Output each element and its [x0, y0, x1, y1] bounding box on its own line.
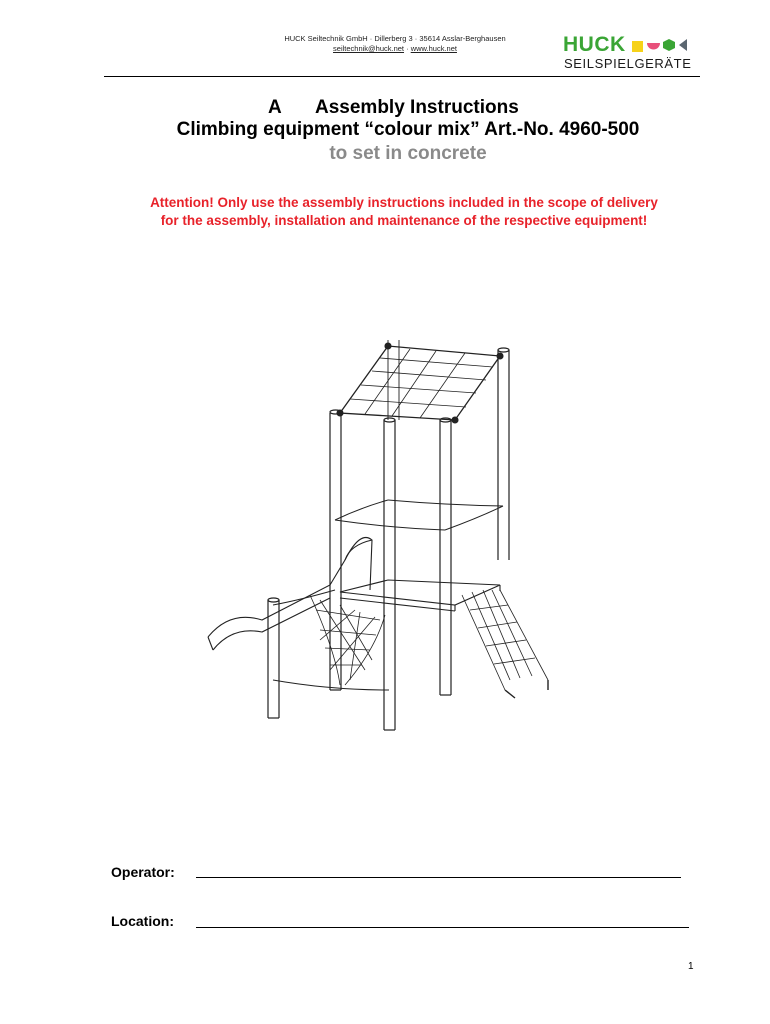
square-icon: [632, 41, 643, 52]
front-net: [310, 595, 385, 685]
slide: [208, 538, 372, 651]
logo-brand: HUCK: [563, 33, 626, 56]
page-title: Assembly Instructions: [315, 97, 519, 118]
hexagon-icon: [663, 39, 675, 51]
huck-logo: [563, 34, 703, 74]
operator-label: Operator:: [111, 864, 175, 880]
ladder-net: [462, 590, 548, 698]
header-divider: [104, 76, 700, 77]
logo-subtitle: SEILSPIELGERÄTE: [564, 56, 692, 71]
logo-shapes: [632, 37, 702, 53]
ropes: [273, 500, 503, 690]
link-separator: ·: [404, 44, 411, 53]
attention-notice: [104, 194, 704, 230]
website-link[interactable]: www.huck.net: [410, 44, 457, 53]
posts: [268, 340, 509, 730]
company-links: [230, 44, 560, 54]
company-address: HUCK Seiltechnik GmbH · Dillerberg 3 · 35614 Asslar-Berghausen: [284, 34, 506, 43]
location-field[interactable]: [196, 927, 689, 928]
company-address-block: [230, 34, 560, 54]
mounting-type: to set in concrete: [329, 143, 487, 164]
platform: [340, 580, 500, 611]
product-title: Climbing equipment “colour mix” Art.-No. 4960-500: [176, 119, 640, 140]
triangle-icon: [679, 39, 687, 51]
climbing-frame-illustration: [200, 330, 550, 740]
location-label: Location:: [111, 913, 174, 929]
ground-anchors: [268, 690, 451, 730]
roof-net: [337, 343, 503, 423]
operator-field[interactable]: [196, 877, 681, 878]
section-letter: A: [268, 97, 282, 118]
email-link[interactable]: seiltechnik@huck.net: [333, 44, 405, 53]
attention-line-2: for the assembly, installation and maintenance of the respective equipment!: [160, 213, 648, 228]
semicircle-icon: [647, 43, 660, 50]
page-number: 1: [688, 961, 694, 972]
attention-line-1: Attention! Only use the assembly instructions included in the scope of delivery: [150, 195, 658, 210]
